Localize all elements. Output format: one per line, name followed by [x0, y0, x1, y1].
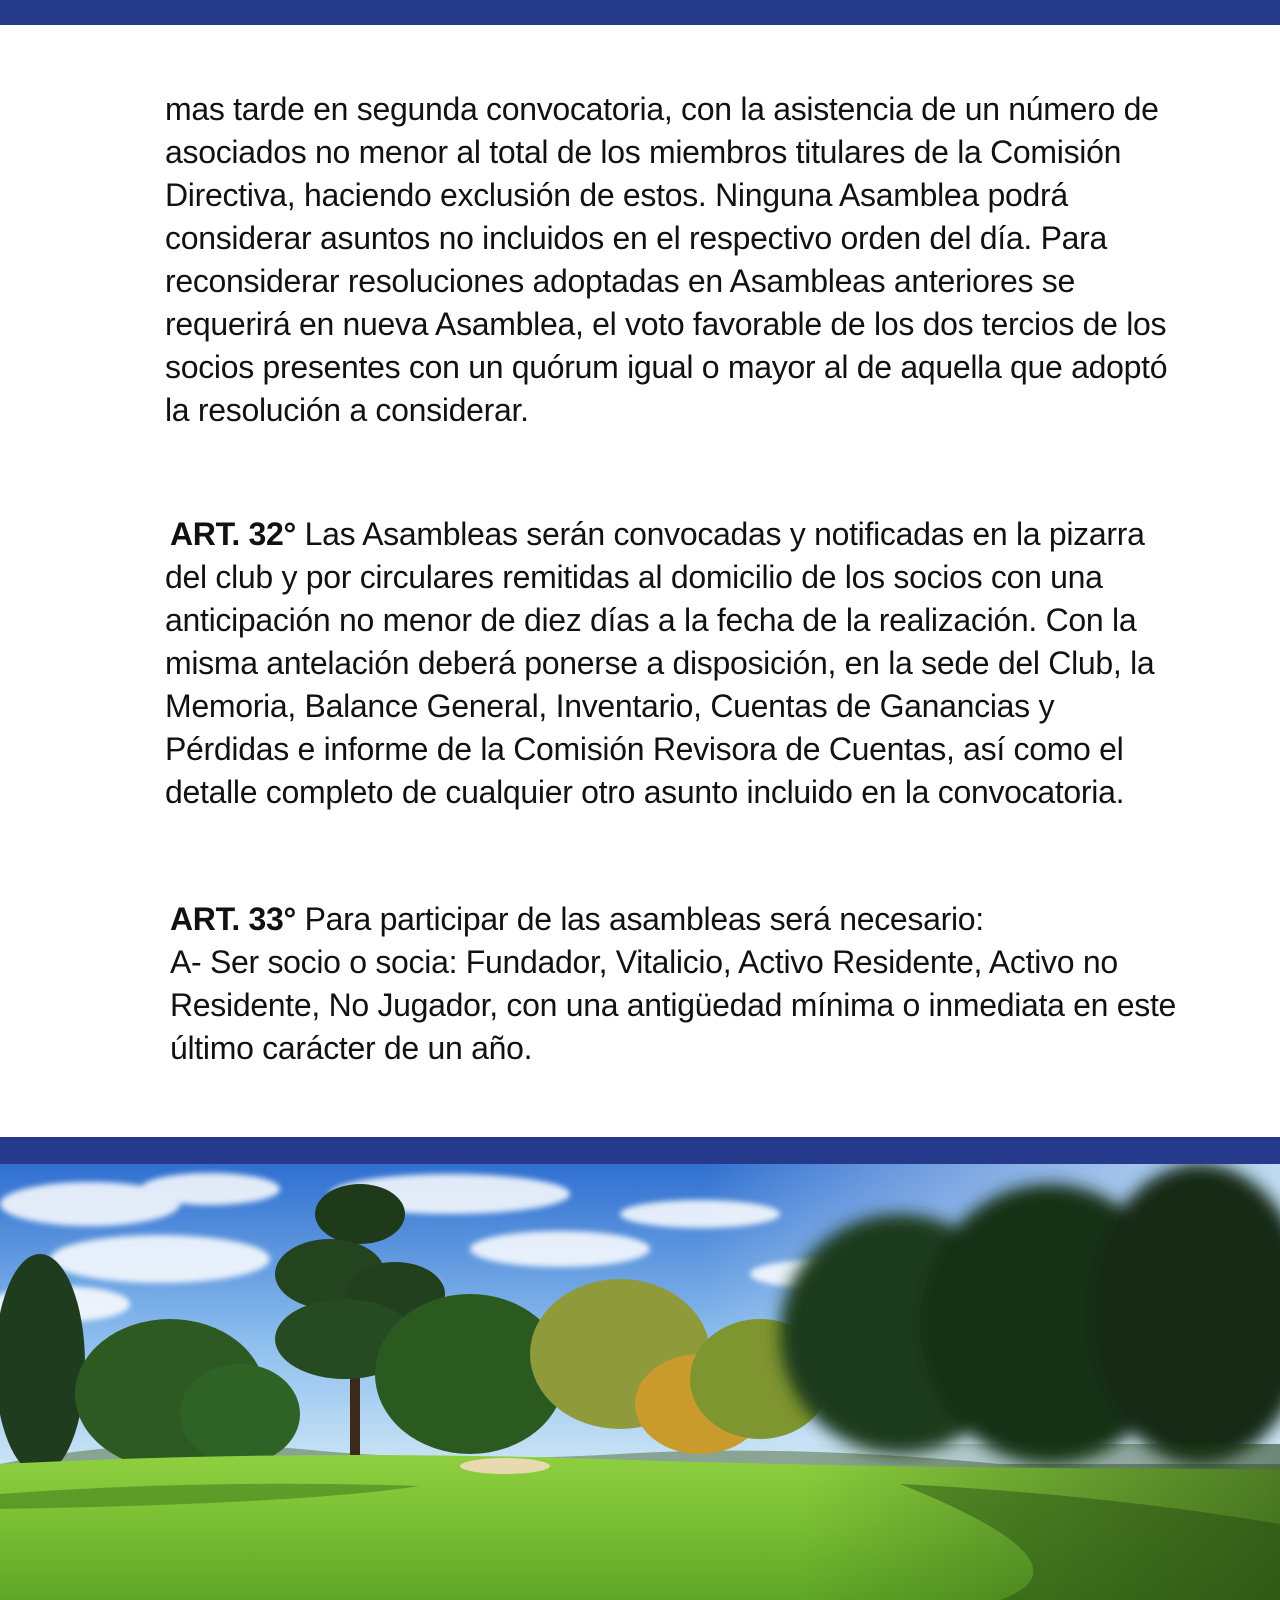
golf-course-landscape-icon	[0, 1164, 1280, 1600]
sand-bunker	[460, 1458, 550, 1474]
article-33-label: ART. 33°	[170, 901, 296, 937]
article-32	[165, 513, 1185, 814]
top-color-band	[0, 0, 1280, 25]
continuation-paragraph: mas tarde en segunda convocatoria, con la asistencia de un número de asociados no menor al total de los miembros titulares de la Comisión Directiva, haciendo exclusión de estos. Ninguna Asamblea podrá considerar asuntos no incluidos en el respectivo orden del día. Para reconsiderar resoluciones adoptadas en Asambleas anteriores se requerirá en nueva Asamblea, el voto favorable de los dos tercios de los socios presentes con un quórum igual o mayor al de aquella que adoptó la resolución a considerar.	[165, 91, 1168, 428]
article-32-label: ART. 32°	[170, 516, 296, 552]
article-33-text: Para participar de las asambleas será necesario:	[304, 901, 984, 937]
article-33-intro	[165, 898, 1185, 941]
article-33	[165, 898, 1185, 1070]
bottom-color-band	[0, 1137, 1280, 1164]
article-32-text: Las Asambleas serán convocadas y notificadas en la pizarra del club y por circulares remitidas al domicilio de los socios con una anticipación no menor de diez días a la fecha de la realización. Con la misma antelación deberá ponerse a disposición, en la sede del Club, la Memoria, Balance General, Inventario, Cuentas de Ganancias y Pérdidas e informe de la Comisión Revisora de Cuentas, así como el detalle completo de cualquier otro asunto incluido en la convocatoria.	[165, 516, 1155, 810]
article-33-item-a: A- Ser socio o socia: Fundador, Vitalicio, Activo Residente, Activo no Residente, No Jugador, con una antigüedad mínima o inmediata en este último carácter de un año.	[170, 944, 1177, 1066]
